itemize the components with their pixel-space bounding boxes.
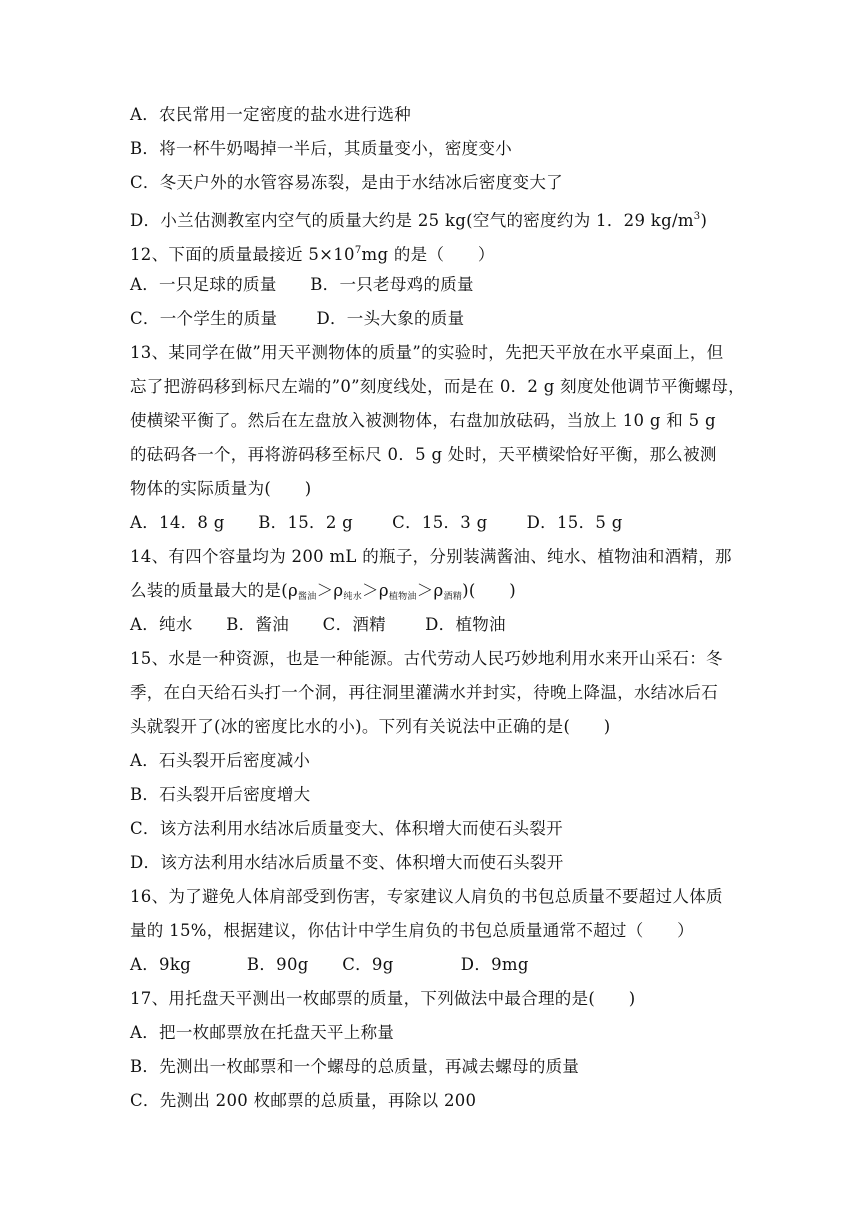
q15-stem-line1: 15、水是一种资源，也是一种能源。古代劳动人民巧妙地利用水来开山采石：冬 <box>130 649 723 668</box>
q16-stem-line1: 16、为了避免人体肩部受到伤害，专家建议人肩负的书包总质量不要超过人体质 <box>130 887 723 906</box>
q15-option-a: A．石头裂开后密度减小 <box>130 751 311 770</box>
q15-stem-line3: 头就裂开了(冰的密度比水的小)。下列有关说法中正确的是( ) <box>130 717 611 736</box>
q13-stem-line1: 13、某同学在做”用天平测物体的质量”的实验时，先把天平放在水平桌面上，但 <box>130 343 724 362</box>
q15-option-b: B．石头裂开后密度增大 <box>130 785 311 804</box>
q16-options: A．9kg B．90g C．9g D．9mg <box>130 955 529 974</box>
q13-stem-line4: 的砝码各一个，再将游码移至标尺 0．5 g 处时，天平横梁恰好平衡，那么被测 <box>130 445 717 464</box>
greater-than-symbol: ＞ <box>316 581 334 600</box>
rho-subscript-pure-water: 纯水 <box>343 592 362 602</box>
q13-stem-line5: 物体的实际质量为( ) <box>130 479 312 498</box>
q14-line2-end: )( ) <box>462 581 516 600</box>
q11-option-d-text: D．小兰估测教室内空气的质量大约是 25 kg(空气的密度约为 1．29 kg/m <box>130 211 694 230</box>
rho-subscript-soy-sauce: 酱油 <box>297 592 317 602</box>
q12-stem-before: 12、下面的质量最接近 5×10 <box>130 245 355 264</box>
q14-options: A．纯水 B．酱油 C．酒精 D．植物油 <box>130 615 506 634</box>
greater-than-symbol: ＞ <box>362 581 379 600</box>
q14-line2-start: 么装的质量最大的是( <box>130 581 288 600</box>
q17-option-a: A．把一枚邮票放在托盘天平上称量 <box>130 1023 395 1042</box>
q12-options-line1: A．一只足球的质量 B．一只老母鸡的质量 <box>130 275 474 294</box>
q11-option-d <box>130 205 707 229</box>
q17-option-b: B．先测出一枚邮票和一个螺母的总质量，再减去螺母的质量 <box>130 1057 580 1076</box>
q15-option-d: D．该方法利用水结冰后质量不变、体积增大而使石头裂开 <box>130 853 564 872</box>
rho-symbol: ρ <box>433 581 444 600</box>
q15-stem-line2: 季，在白天给石头打一个洞，再往洞里灌满水并封实，待晚上降温，水结冰后石 <box>130 683 718 702</box>
q15-option-c: C．该方法利用水结冰后质量变大、体积增大而使石头裂开 <box>130 819 563 838</box>
q17-stem: 17、用托盘天平测出一枚邮票的质量，下列做法中最合理的是( ) <box>130 989 636 1008</box>
q13-stem-line2: 忘了把游码移到标尺左端的”0”刻度线处，而是在 0．2 g 刻度处他调节平衡螺母， <box>130 377 745 396</box>
rho-symbol: ρ <box>287 581 298 600</box>
q14-stem-line2 <box>130 579 516 603</box>
q11-option-a: A．农民常用一定密度的盐水进行选种 <box>130 105 412 124</box>
rho-subscript-vegetable-oil: 植物油 <box>388 592 417 602</box>
q11-option-b: B．将一杯牛奶喝掉一半后，其质量变小，密度变小 <box>130 139 513 158</box>
q12-options-line2: C．一个学生的质量 D．一头大象的质量 <box>130 309 465 328</box>
greater-than-symbol: ＞ <box>416 581 434 600</box>
q11-option-c: C．冬天户外的水管容易冻裂，是由于水结冰后密度变大了 <box>130 173 563 192</box>
q12-stem <box>130 239 495 263</box>
q12-stem-after: mg 的是（ ） <box>361 245 495 264</box>
q16-stem-line2: 量的 15%，根据建议，你估计中学生肩负的书包总质量通常不超过（ ） <box>130 921 694 940</box>
rho-subscript-alcohol: 酒精 <box>443 592 463 602</box>
q17-option-c: C．先测出 200 枚邮票的总质量，再除以 200 <box>130 1091 477 1110</box>
q11-option-d-exponent: 3 <box>693 211 701 222</box>
q13-stem-line3: 使横梁平衡了。然后在左盘放入被测物体，右盘加放砝码，当放上 10 g 和 5 g <box>130 411 716 430</box>
q14-stem-line1: 14、有四个容量均为 200 mL 的瓶子，分别装满酱油、纯水、植物油和酒精，那 <box>130 547 732 566</box>
q13-options: A．14．8 g B．15．2 g C．15．3 g D．15．5 g <box>130 513 623 532</box>
q12-stem-exponent: 7 <box>354 245 362 256</box>
rho-symbol: ρ <box>333 581 344 600</box>
rho-symbol: ρ <box>378 581 389 600</box>
q11-option-d-end: ) <box>700 211 708 230</box>
